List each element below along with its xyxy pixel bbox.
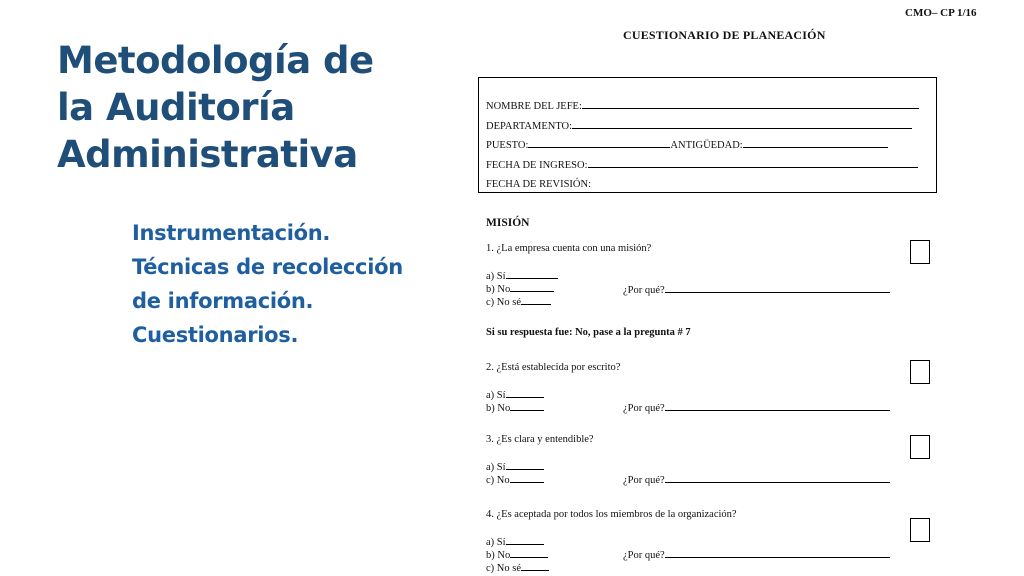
field-puesto-line	[528, 139, 670, 148]
skip-note: Si su respuesta fue: No, pase a la pregunta # 7	[486, 327, 691, 338]
option-label: c) No sé	[486, 297, 521, 308]
why-line	[665, 284, 890, 293]
option-line	[510, 283, 554, 292]
field-revision-label: FECHA DE REVISIÓN:	[486, 179, 592, 190]
question-1-checkbox[interactable]	[910, 240, 930, 264]
document-heading: CUESTIONARIO DE PLANEACIÓN	[623, 28, 826, 42]
field-puesto-label: PUESTO:	[486, 140, 529, 151]
field-departamento-label: DEPARTAMENTO:	[486, 121, 573, 132]
slide-title	[57, 37, 374, 178]
option-line	[521, 562, 549, 571]
subtitle-line-2: Técnicas de recolección	[132, 255, 403, 279]
question-3-option-a	[486, 461, 544, 474]
subtitle-line-4: Cuestionarios.	[132, 323, 299, 347]
question-2-option-b	[486, 402, 544, 415]
subtitle-line-3: de información.	[132, 289, 314, 313]
field-ingreso	[486, 159, 918, 171]
option-label: a) Sí	[486, 462, 506, 473]
section-title: MISIÓN	[486, 217, 530, 229]
question-4-option-b	[486, 549, 548, 562]
question-2: 2. ¿Está establecida por escrito?	[486, 362, 621, 373]
why-label: ¿Por qué?	[623, 403, 665, 414]
field-nombre-line	[582, 100, 919, 109]
document-code: CMO– CP 1/16	[905, 7, 977, 19]
question-4-why	[623, 549, 890, 561]
option-line	[510, 402, 544, 411]
info-box	[478, 77, 937, 193]
option-line	[521, 296, 551, 305]
option-line	[506, 536, 544, 545]
question-1-option-c	[486, 296, 551, 309]
field-revision	[486, 179, 591, 190]
why-label: ¿Por qué?	[623, 285, 665, 296]
option-label: b) No	[486, 284, 511, 295]
question-3-why	[623, 474, 890, 486]
field-departamento-line	[572, 120, 912, 129]
question-1: 1. ¿La empresa cuenta con una misión?	[486, 243, 652, 254]
field-puesto	[486, 139, 888, 151]
field-antiguedad-line	[743, 139, 888, 148]
option-line	[506, 270, 558, 279]
option-label: b) No	[486, 550, 511, 561]
question-3: 3. ¿Es clara y entendible?	[486, 434, 594, 445]
question-2-checkbox[interactable]	[910, 360, 930, 384]
option-line	[510, 549, 548, 558]
questionnaire-document	[440, 0, 1024, 576]
slide-title-line-3: Administrativa	[57, 133, 358, 176]
question-3-checkbox[interactable]	[910, 435, 930, 459]
question-4-option-a	[486, 536, 544, 549]
option-label: a) Sí	[486, 537, 506, 548]
question-3-option-c	[486, 474, 544, 487]
why-label: ¿Por qué?	[623, 475, 665, 486]
option-line	[506, 461, 544, 470]
option-line	[510, 474, 544, 483]
option-label: c) No	[486, 475, 510, 486]
option-label: b) No	[486, 403, 511, 414]
field-ingreso-line	[588, 159, 918, 168]
why-line	[665, 474, 890, 483]
why-line	[665, 549, 890, 558]
question-1-option-a	[486, 270, 558, 283]
subtitle-line-1: Instrumentación.	[132, 221, 331, 245]
question-4: 4. ¿Es aceptada por todos los miembros de la organización?	[486, 509, 737, 520]
question-2-why	[623, 402, 890, 414]
field-antiguedad-label: ANTIGÜEDAD:	[670, 140, 743, 151]
slide-subtitle	[132, 216, 403, 352]
slide-title-line-2: la Auditoría	[57, 86, 295, 129]
why-line	[665, 402, 890, 411]
field-ingreso-label: FECHA DE INGRESO:	[486, 160, 588, 171]
option-label: a) Sí	[486, 271, 506, 282]
slide-title-line-1: Metodología de	[57, 39, 374, 82]
question-1-why	[623, 284, 890, 296]
option-label: a) Sí	[486, 390, 506, 401]
question-4-checkbox[interactable]	[910, 518, 930, 542]
why-label: ¿Por qué?	[623, 550, 665, 561]
field-departamento	[486, 120, 912, 132]
field-nombre	[486, 100, 919, 112]
question-2-option-a	[486, 389, 544, 402]
question-1-option-b	[486, 283, 554, 296]
option-line	[506, 389, 544, 398]
question-4-option-c	[486, 562, 549, 575]
field-nombre-label: NOMBRE DEL JEFE:	[486, 101, 582, 112]
option-label: c) No sé	[486, 563, 521, 574]
